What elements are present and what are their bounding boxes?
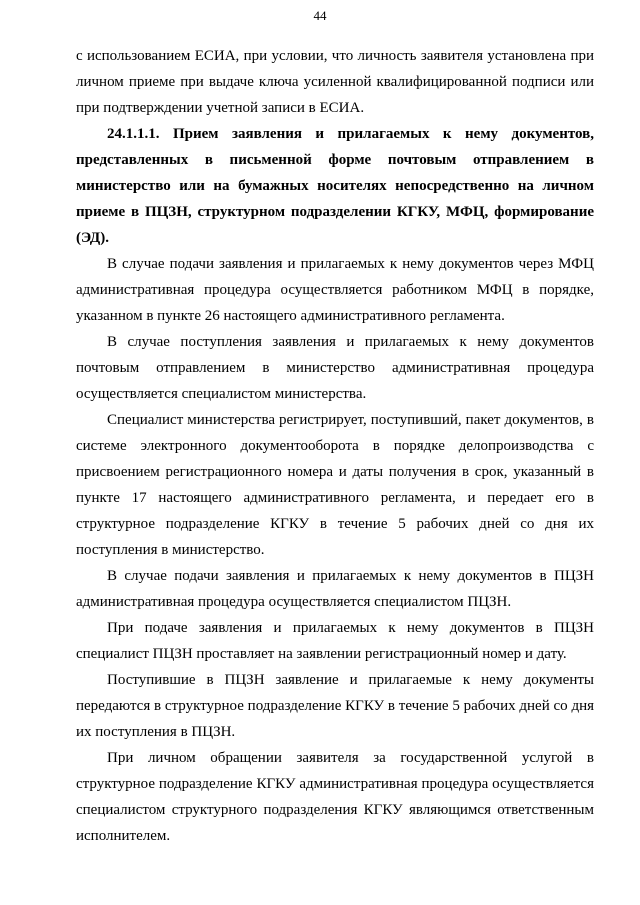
paragraph-continuation: с использованием ЕСИА, при условии, что личность заявителя установлена при личном приеме при выдаче ключа усиленной квалифицированной подписи или при подтверждении учетной записи в ЕСИА.: [76, 48, 594, 116]
paragraph: В случае подачи заявления и прилагаемых к нему документов в ПЦЗН административная процедура осуществляется специалистом ПЦЗН.: [76, 568, 594, 610]
paragraph: При подаче заявления и прилагаемых к нему документов в ПЦЗН специалист ПЦЗН проставляет на заявлении регистрационный номер и дату.: [76, 620, 594, 662]
page-body: [76, 43, 594, 849]
paragraph: При личном обращении заявителя за государственной услугой в структурное подразделение КГКУ административная процедура осуществляется специалистом структурного подразделения КГКУ являющимся ответственным исполнителем.: [76, 750, 594, 844]
paragraph: В случае поступления заявления и прилагаемых к нему документов почтовым отправлением в министерство административная процедура осуществляется специалистом министерства.: [76, 334, 594, 402]
paragraph: Поступившие в ПЦЗН заявление и прилагаемые к нему документы передаются в структурное подразделение КГКУ в течение 5 рабочих дней со дня их поступления в ПЦЗН.: [76, 672, 594, 740]
page-number: 44: [313, 8, 327, 23]
paragraph: Специалист министерства регистрирует, поступивший, пакет документов, в системе электронного документооборота в порядке делопроизводства с присвоением регистрационного номера и даты получения в срок, указанный в пункте 17 настоящего административного регламента, и передает его в структурное подразделение КГКУ в течение 5 рабочих дней со дня их поступления в министерство.: [76, 412, 594, 558]
section-heading-24-1-1-1: 24.1.1.1. Прием заявления и прилагаемых к нему документов, представленных в письменной форме почтовым отправлением в министерство или на бумажных носителях непосредственно на личном приеме в ПЦЗН, структурном подразделении КГКУ, МФЦ, формирование (ЭД).: [76, 126, 594, 246]
paragraph: В случае подачи заявления и прилагаемых к нему документов через МФЦ административная процедура осуществляется работником МФЦ в порядке, указанном в пункте 26 настоящего административного регламента.: [76, 256, 594, 324]
